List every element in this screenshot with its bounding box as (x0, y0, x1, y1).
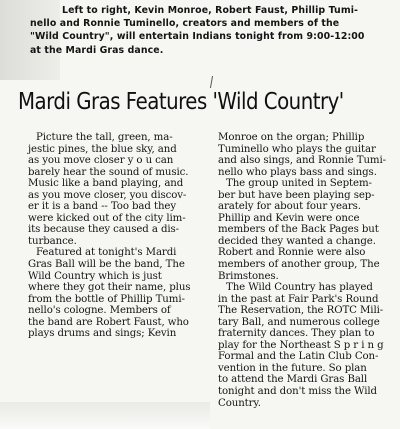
article-line: nello's cologne. Members of (28, 305, 171, 317)
caption-line: at the Mardi Gras dance. (30, 44, 164, 56)
article-line: Wild Country which is just (28, 270, 162, 282)
photo-caption (30, 4, 392, 57)
article-line: tary Ball, and numerous college (218, 316, 380, 328)
article-line: in the past at Fair Park's Round (218, 293, 379, 305)
article-line: Formal and the Latin Club Con- (218, 351, 379, 363)
article-line: decided they wanted a change. (218, 235, 376, 247)
article-line: Tuminello who plays the guitar (218, 143, 376, 155)
article-line: vention in the future. So plan (218, 362, 367, 374)
article-line: plays drums and sings; Kevin (28, 328, 177, 340)
article-line: Picture the tall, green, ma- (36, 132, 173, 143)
article-line: play for the Northeast S p r i n g (218, 339, 384, 351)
headline: Mardi Gras Features 'Wild Country' (18, 89, 344, 115)
article-line: Phillip and Kevin were once (218, 212, 360, 224)
article-line: the band are Robert Faust, who (28, 316, 189, 328)
article-line: The Reservation, the ROTC Mili- (218, 305, 384, 317)
article-line: fraternity dances. They plan to (218, 328, 375, 340)
article-right-column (218, 132, 398, 409)
pen-mark (210, 76, 221, 88)
article-line: Gras Ball will be the band, The (28, 259, 185, 271)
article-line: nello who plays bass and sings. (218, 166, 377, 178)
article-line: where they got their name, plus (28, 282, 191, 294)
article-line: Robert and Ronnie were also (218, 247, 366, 259)
article-line: members of the Back Pages but (218, 224, 379, 236)
article-line: members of another group, The (218, 259, 380, 271)
article-line: Country. (218, 397, 261, 409)
paper-shadow (0, 402, 210, 429)
article-line: turbance. (28, 235, 77, 247)
article-line: Featured at tonight's Mardi (36, 247, 177, 259)
caption-line: nello and Ronnie Tuminello, creators and members of the (30, 18, 340, 30)
article-line: arately for about four years. (218, 201, 361, 213)
article-line: Monroe on the organ; Phillip (218, 132, 365, 143)
article-line: to attend the Mardi Gras Ball (218, 374, 368, 386)
caption-line: "Wild Country", will entertain Indians tonight from 9:00-12:00 (30, 31, 365, 43)
article-line: as you move closer, you discov- (28, 189, 187, 201)
article-line: Music like a band playing, and (28, 178, 184, 190)
article-line: The Wild Country has played (226, 282, 373, 294)
article-line: from the bottle of Phillip Tumi- (28, 293, 185, 305)
article-line: Brimstones. (218, 270, 279, 282)
article-line: tonight and don't miss the Wild (218, 386, 377, 398)
article-line: The group united in Septem- (226, 178, 372, 190)
article-line: as you move closer y o u can (28, 155, 174, 167)
article-line: and also sings, and Ronnie Tumi- (218, 155, 386, 167)
article-line: jestic pines, the blue sky, and (28, 143, 177, 155)
article-line: its because they caused a dis- (28, 224, 180, 236)
article-line: er it is a band -- Too bad they (28, 201, 177, 213)
article-line: were kicked out of the city lim- (28, 212, 186, 224)
article-line: ber but have been playing sep- (218, 189, 375, 201)
caption-line: Left to right, Kevin Monroe, Robert Faust, Phillip Tumi- (62, 5, 359, 16)
article-left-column (28, 132, 206, 340)
article-line: barely hear the sound of music. (28, 166, 189, 178)
